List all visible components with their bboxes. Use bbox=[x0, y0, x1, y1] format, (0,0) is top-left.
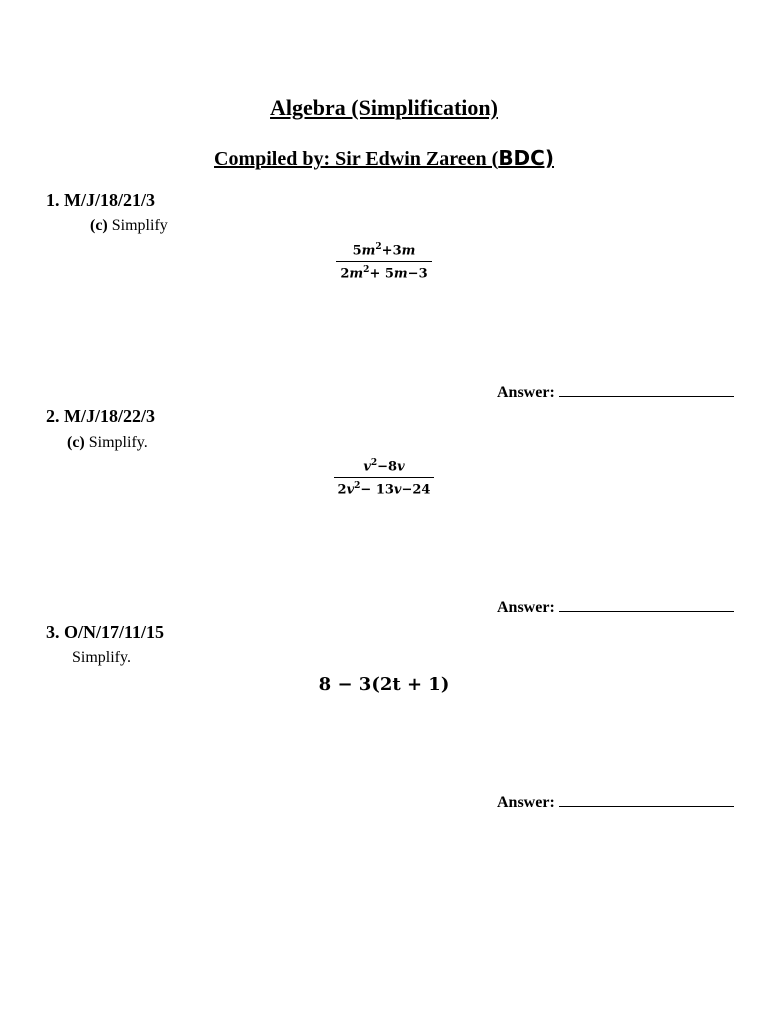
question-1-fraction bbox=[0, 242, 768, 283]
question-2-part-label: (c) bbox=[67, 434, 85, 451]
question-3-heading: 3. O/N/17/11/15 bbox=[46, 622, 165, 642]
question-3-instruction: Simplify. bbox=[72, 649, 131, 666]
question-2-instruction bbox=[67, 434, 148, 452]
compiler-tag: BDC) bbox=[498, 146, 554, 170]
question-3-answer bbox=[497, 792, 734, 812]
question-1-instruction bbox=[90, 217, 168, 235]
answer-line[interactable] bbox=[559, 597, 734, 612]
question-2-denominator: $2v^2- 13v-24$ bbox=[337, 481, 431, 498]
question-1-answer bbox=[497, 382, 734, 402]
page-title: Algebra (Simplification) bbox=[270, 95, 498, 120]
question-2-heading: 2. M/J/18/22/3 bbox=[46, 406, 155, 426]
question-1-denominator: $2m^2+ 5m-3$ bbox=[340, 265, 428, 282]
answer-label: Answer: bbox=[497, 599, 555, 616]
question-2-instruction-text: Simplify. bbox=[88, 434, 148, 451]
question-1-part-label: (c) bbox=[90, 217, 108, 234]
compiler-line bbox=[0, 146, 768, 171]
question-2-numerator: $v^2-8v$ bbox=[334, 458, 435, 478]
question-3-expression: 8 − 3(2t + 1) bbox=[318, 674, 450, 695]
question-1-instruction-text: Simplify bbox=[111, 217, 168, 234]
answer-label: Answer: bbox=[497, 794, 555, 811]
answer-label: Answer: bbox=[497, 384, 555, 401]
compiler-prefix: Compiled by: Sir Edwin Zareen ( bbox=[214, 148, 499, 170]
question-1-heading: 1. M/J/18/21/3 bbox=[46, 190, 155, 210]
question-1-numerator: $5m^2+3m$ bbox=[336, 242, 431, 262]
answer-line[interactable] bbox=[559, 792, 734, 807]
answer-line[interactable] bbox=[559, 382, 734, 397]
question-2-answer bbox=[497, 597, 734, 617]
question-2-fraction bbox=[0, 458, 768, 499]
